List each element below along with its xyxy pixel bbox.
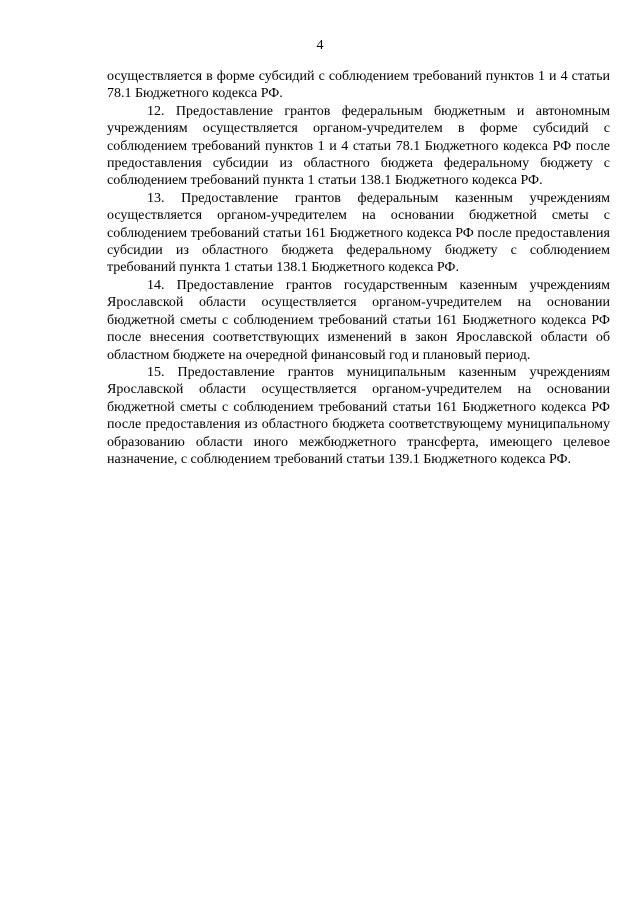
paragraph-12: 12. Предоставление грантов федеральным бюджетным и автономным учреждениям осуществляется органом-учредителем в форме субсидий с соблюдением требований пунктов 1 и 4 статьи 78.1 Бюджетного кодекса РФ после предоставления субсидии из областного бюджета федеральному бюджету с соблюдением требований пункта 1 статьи 138.1 Бюджетного кодекса РФ.: [107, 103, 610, 189]
page-number: 4: [316, 38, 324, 53]
paragraph-14: 14. Предоставление грантов государственным казенным учреждениям Ярославской области осуществляется органом-учредителем на основании бюджетной сметы с соблюдением требований статьи 161 Бюджетного кодекса РФ после внесения соответствующих изменений в закон Ярославской области об областном бюджете на очередной финансовый год и плановый период.: [107, 277, 610, 363]
paragraph-13: 13. Предоставление грантов федеральным казенным учреждениям осуществляется органом-учредителем на основании бюджетной сметы с соблюдением требований статьи 161 Бюджетного кодекса РФ после предоставления субсидии из областного бюджета федеральному бюджету с соблюдением требований пункта 1 статьи 138.1 Бюджетного кодекса РФ.: [107, 190, 610, 276]
paragraph-continuation: осуществляется в форме субсидий с соблюдением требований пунктов 1 и 4 статьи 78.1 Бюджетного кодекса РФ.: [107, 69, 610, 102]
paragraph-15: 15. Предоставление грантов муниципальным казенным учреждениям Ярославской области осуществляется органом-учредителем на основании бюджетной сметы с соблюдением требований статьи 161 Бюджетного кодекса РФ после предоставления из областного бюджета соответствующему муниципальному образованию области иного межбюджетного трансферта, имеющего целевое назначение, с соблюдением требований статьи 139.1 Бюджетного кодекса РФ.: [107, 364, 610, 467]
document-body: [107, 68, 610, 468]
